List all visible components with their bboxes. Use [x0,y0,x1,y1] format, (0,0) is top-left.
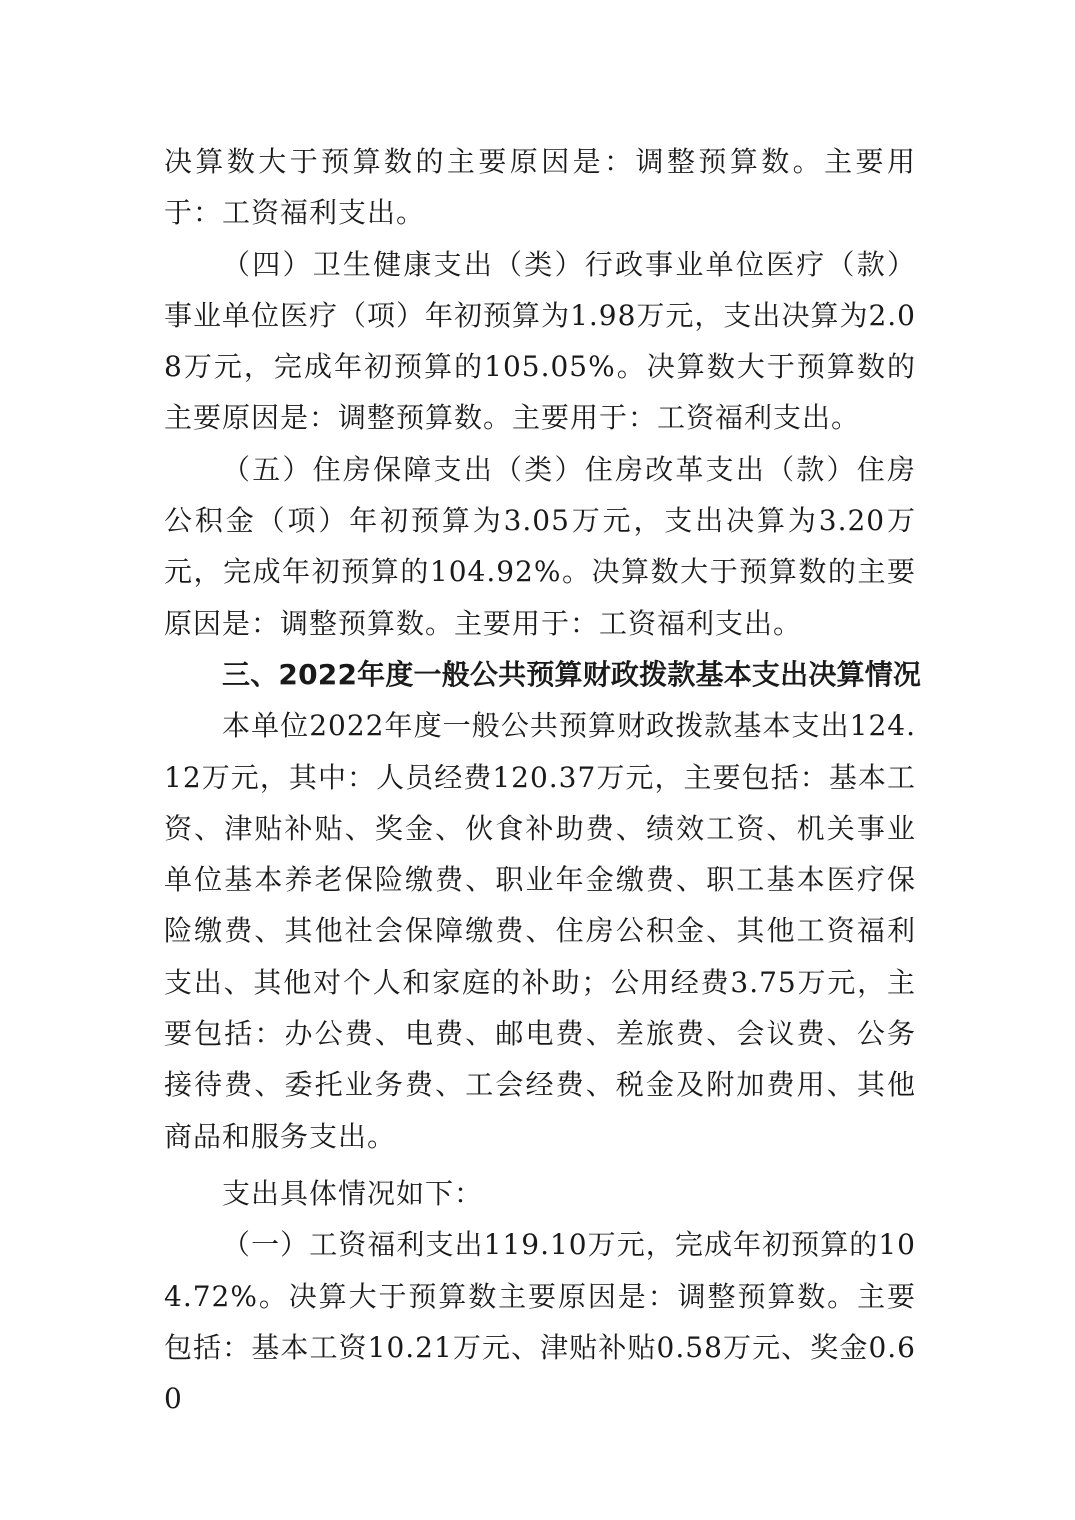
document-page [164,136,922,1424]
section-heading: 三、2022年度一般公共预算财政拨款基本支出决算情况 [222,657,922,691]
paragraph-details-intro: 支出具体情况如下： [222,1176,484,1210]
paragraph-continued: 决算数大于预算数的主要原因是：调整预算数。主要用于：工资福利支出。 [164,145,916,230]
paragraph-health-expenditure: （四）卫生健康支出（类）行政事业单位医疗（款）事业单位医疗（项）年初预算为1.98万元，支出决算为2.08万元，完成年初预算的105.05%。决算数大于预算数的主要原因是：调整预算数。主要用于：工资福利支出。 [164,247,916,435]
paragraph-housing-expenditure: （五）住房保障支出（类）住房改革支出（款）住房公积金（项）年初预算为3.05万元，支出决算为3.20万元，完成年初预算的104.92%。决算数大于预算数的主要原因是：调整预算数。主要用于：工资福利支出。 [164,452,916,640]
paragraph-basic-expenditure: 本单位2022年度一般公共预算财政拨款基本支出124.12万元，其中：人员经费120.37万元，主要包括：基本工资、津贴补贴、奖金、伙食补助费、绩效工资、机关事业单位基本养老保险缴费、职业年金缴费、职工基本医疗保险缴费、其他社会保障缴费、住房公积金、其他工资福利支出、其他对个人和家庭的补助；公用经费3.75万元，主要包括：办公费、电费、邮电费、差旅费、会议费、公务接待费、委托业务费、工会经费、税金及附加费用、其他商品和服务支出。 [164,709,916,1153]
paragraph-salary-expenditure: （一）工资福利支出119.10万元，完成年初预算的104.72%。决算大于预算数主要原因是：调整预算数。主要包括：基本工资10.21万元、津贴补贴0.58万元、奖金0.60 [164,1228,916,1416]
